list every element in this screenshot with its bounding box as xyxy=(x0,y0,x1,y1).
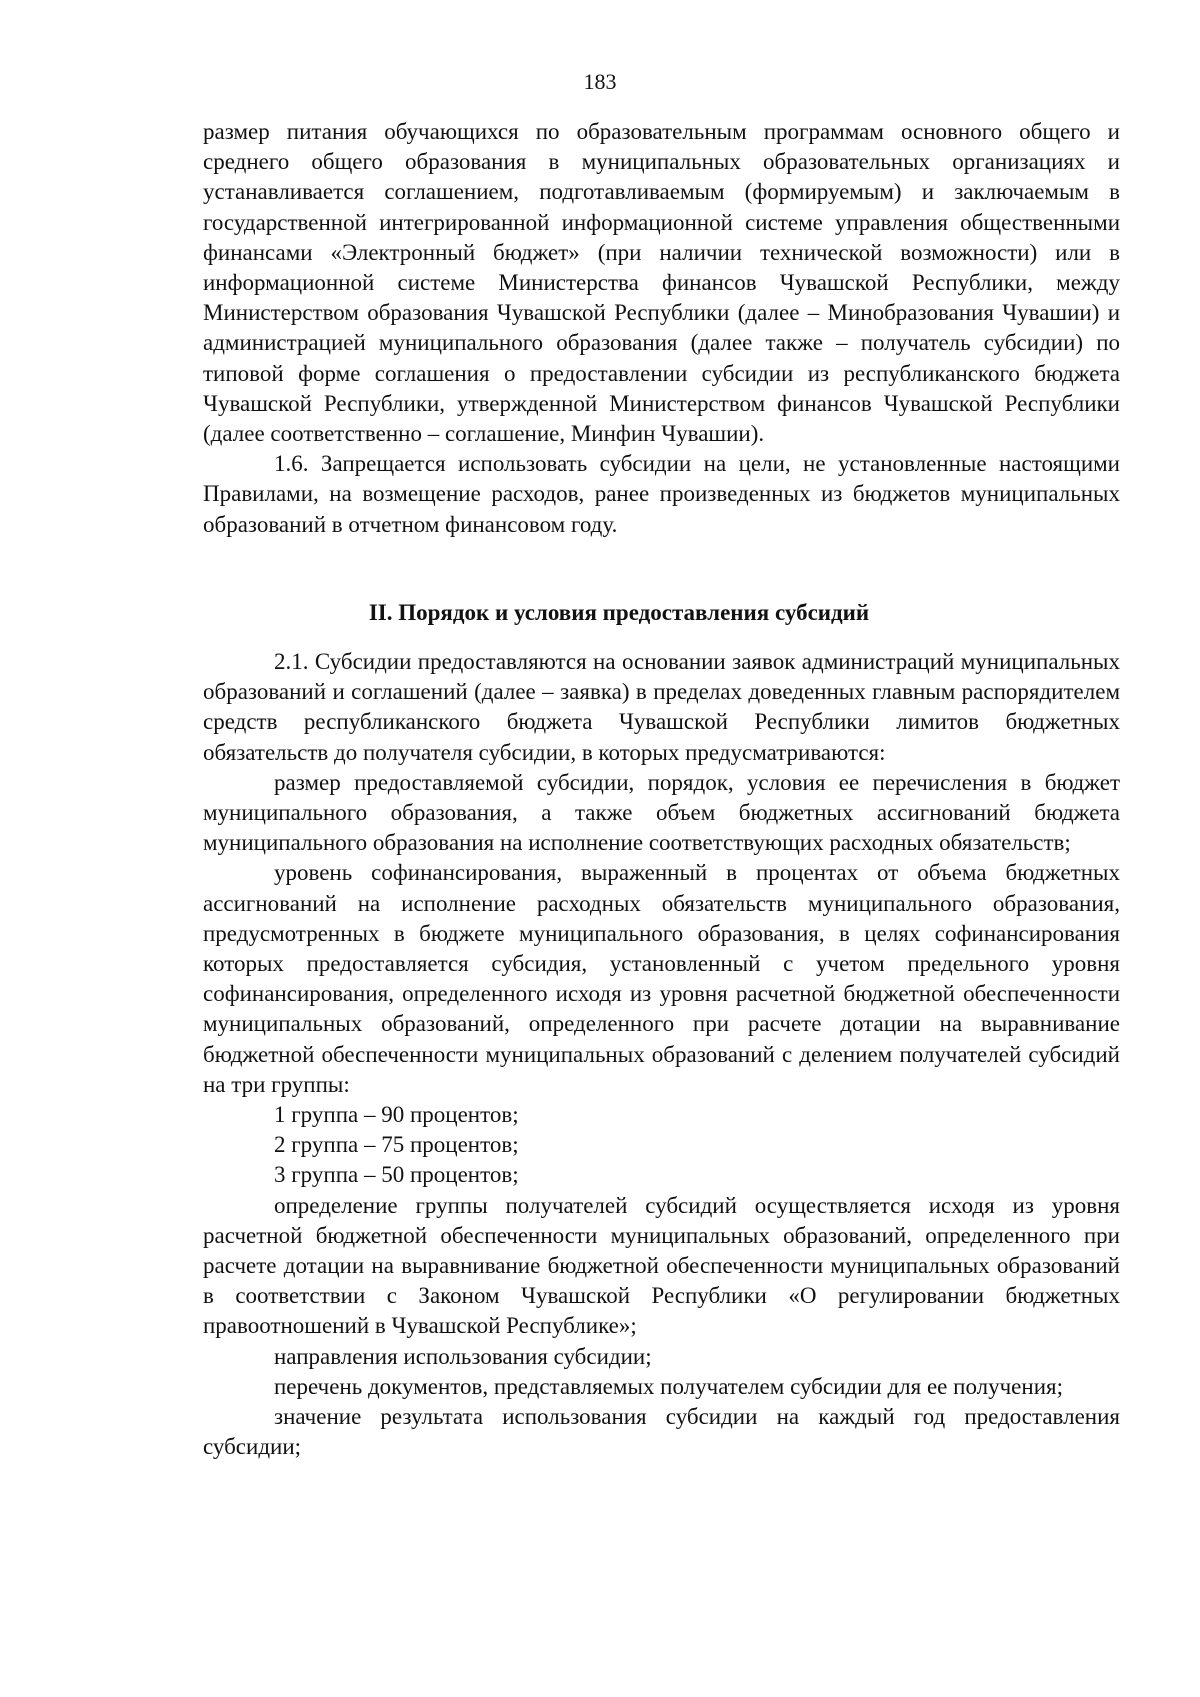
list-item-group-3: 3 группа – 50 процентов; xyxy=(274,1162,519,1188)
section-two-text xyxy=(203,647,1120,1462)
paragraph-documents: перечень документов, представляемых получателем субсидии для ее получения; xyxy=(274,1373,1063,1399)
page-number: 183 xyxy=(583,69,617,94)
paragraph-cofinancing-level: уровень софинансирования, выраженный в процентах от объема бюджетных ассигнований на исполнение расходных обязательств муниципального образования, предусмотренных в бюджете муниципального образования, в целях софинансирования которых предоставляется субсидия, установленный с учетом предельного уровня софинансирования, определенного исходя из уровня расчетной бюджетной обеспеченности муниципальных образований, определенного при расчете дотации на выравнивание бюджетной обеспеченности муниципальных образований с делением получателей субсидий на три группы: xyxy=(203,860,1120,1097)
paragraph-group-definition: определение группы получателей субсидий осуществляется исходя из уровня расчетной бюджетной обеспеченности муниципальных образований, определенного при расчете дотации на выравнивание бюджетной обеспеченности муниципальных образований в соответствии с Законом Чувашской Республики «О регулировании бюджетных правоотношений в Чувашской Республике»; xyxy=(203,1192,1120,1339)
paragraph-directions: направления использования субсидии; xyxy=(274,1343,652,1369)
paragraph-subsidy-size: размер предоставляемой субсидии, порядок, условия ее перечисления в бюджет муниципального образования, а также объем бюджетных ассигнований бюджета муниципального образования на исполнение соответствующих расходных обязательств; xyxy=(203,769,1120,856)
list-item-group-1: 1 группа – 90 процентов; xyxy=(274,1102,519,1128)
paragraph-result-value: значение результата использования субсидии на каждый год предоставления субсидии; xyxy=(203,1404,1120,1460)
section-one-text xyxy=(203,117,1120,540)
section-heading: II. Порядок и условия предоставления субсидий xyxy=(368,600,870,625)
paragraph-1-6: 1.6. Запрещается использовать субсидии на цели, не установленные настоящими Правилами, на возмещение расходов, ранее произведенных из бюджетов муниципальных образований в отчетном финансовом году. xyxy=(203,451,1120,537)
paragraph-2-1: 2.1. Субсидии предоставляются на основании заявок администраций муниципальных образований и соглашений (далее – заявка) в пределах доведенных главным распорядителем средств республиканского бюджета Чувашской Республики лимитов бюджетных обязательств до получателя субсидии, в которых предусматриваются: xyxy=(203,649,1120,765)
list-item-group-2: 2 группа – 75 процентов; xyxy=(274,1132,519,1158)
paragraph-continuation: размер питания обучающихся по образовательным программам основного общего и среднего общего образования в муниципальных образовательных организациях и устанавливается соглашением, подготавливаемым (формируемым) и заключаемым в государственной интегрированной информационной системе управления общественными финансами «Электронный бюджет» (при наличии технической возможности) или в информационной системе Министерства финансов Чувашской Республики, между Министерством образования Чувашской Республики (далее – Минобразования Чувашии) и администрацией муниципального образования (далее также – получатель субсидии) по типовой форме соглашения о предоставлении субсидии из республиканского бюджета Чувашской Республики, утвержденной Министерством финансов Чувашской Республики (далее соответственно – соглашение, Минфин Чувашии). xyxy=(203,119,1120,447)
